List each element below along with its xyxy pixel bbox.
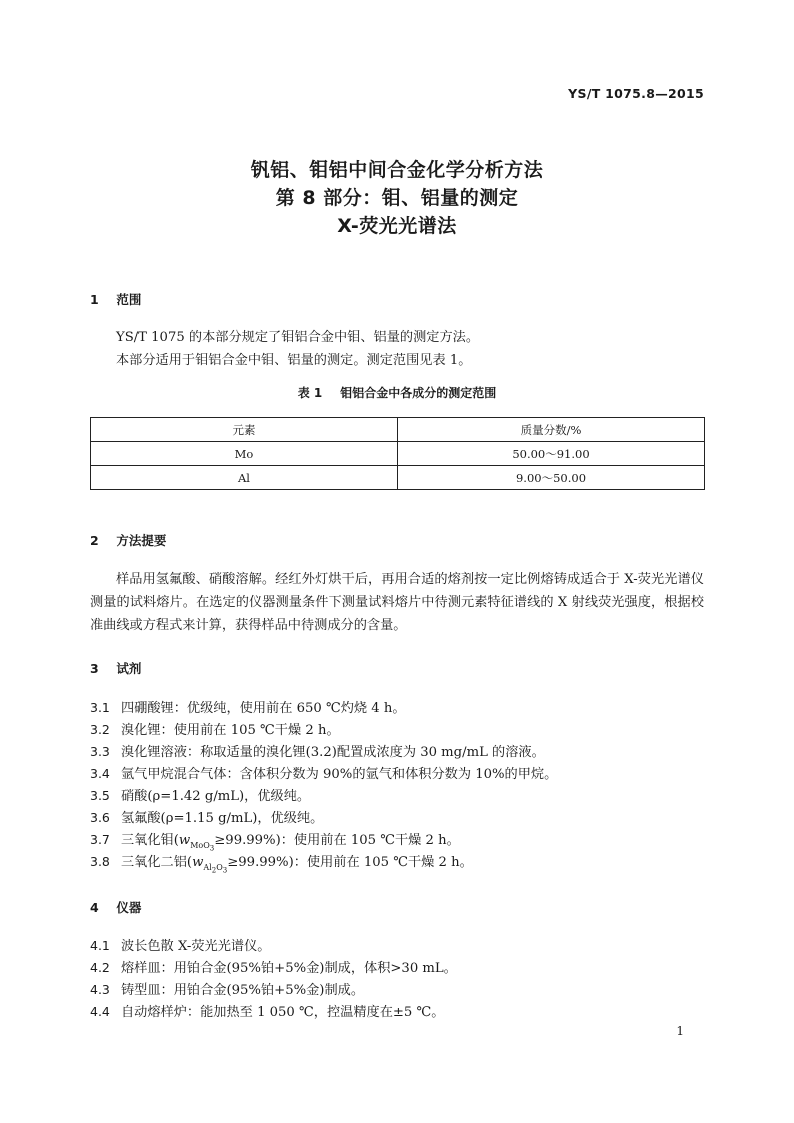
list-item [90,785,710,807]
item-text-before: 三氧化二铝( [121,855,193,870]
table-cell: Al [91,466,398,490]
section-title: 试剂 [116,661,142,676]
formula-subscript: Al2O3 [203,862,228,875]
item-number: 3.5 [90,788,110,803]
page-number: 1 [676,1024,684,1038]
item-number: 4.1 [90,938,110,953]
item-text: 自动熔样炉：能加热至 1 050 ℃，控温精度在±5 ℃。 [121,1005,445,1020]
title-line-1: 钒铝、钼铝中间合金化学分析方法 [250,159,544,181]
list-item [90,851,710,873]
section-title: 仪器 [116,900,142,915]
table-cell: Mo [91,442,398,466]
item-text: 溴化锂：使用前在 105 ℃干燥 2 h。 [121,723,340,738]
item-number: 3.6 [90,810,110,825]
section-number: 4 [90,900,99,915]
table-cell: 9.00～50.00 [398,466,705,490]
item-number: 3.1 [90,700,110,715]
section-3-heading [90,659,141,677]
table-row [91,466,705,490]
section-2-heading [90,531,166,549]
item-text: 氢氟酸(ρ=1.15 g/mL)，优级纯。 [121,811,324,826]
formula-subscript: MoO3 [190,840,215,853]
section-title: 范围 [116,292,142,307]
document-title [0,156,794,240]
apparatus-list [90,935,710,1023]
item-number: 3.3 [90,744,110,759]
list-item [90,957,710,979]
table-header-cell: 元素 [91,418,398,442]
table-row [91,442,705,466]
item-text: 氩气甲烷混合气体：含体积分数为 90%的氩气和体积分数为 10%的甲烷。 [121,767,558,782]
item-number: 3.7 [90,832,110,847]
list-item [90,697,710,719]
list-item [90,807,710,829]
list-item [90,1001,710,1023]
table-header-row [91,418,705,442]
list-item [90,741,710,763]
item-text: 熔样皿：用铂合金(95%铂+5%金)制成，体积>30 mL。 [121,961,457,976]
table-header-cell: 质量分数/% [398,418,705,442]
formula-symbol: w [192,855,204,870]
range-table [90,417,705,490]
section-number: 3 [90,661,99,676]
table-cell: 50.00～91.00 [398,442,705,466]
item-number: 4.2 [90,960,110,975]
title-line-3: X-荧光光谱法 [337,215,457,237]
table-caption-number: 表 1 [297,386,323,400]
section-number: 1 [90,292,99,307]
section-number: 2 [90,533,99,548]
table-caption-title: 钼铝合金中各成分的测定范围 [340,386,497,400]
item-number: 4.4 [90,1004,110,1019]
reagent-list [90,697,710,873]
item-text-before: 三氧化钼( [121,833,179,848]
method-summary-paragraph: 样品用氢氟酸、硝酸溶解。经红外灯烘干后，再用合适的熔剂按一定比例熔铸成适合于 X-荧光光谱仪测量的试料熔片。在选定的仪器测量条件下测量试料熔片中待测元素特征谱线的 X 射线荧光强度，根据校准曲线或方程式来计算，获得样品中待测成分的含量。 [90,572,704,633]
item-text: 四硼酸锂：优级纯，使用前在 650 ℃灼烧 4 h。 [121,701,406,716]
list-item [90,979,710,1001]
section-4-heading [90,898,141,916]
section-title: 方法提要 [116,533,167,548]
item-text-after: ≥99.99%)：使用前在 105 ℃干燥 2 h。 [227,855,473,870]
item-number: 3.4 [90,766,110,781]
table-caption [0,384,794,401]
list-item [90,935,710,957]
item-text: 溴化锂溶液：称取适量的溴化锂(3.2)配置成浓度为 30 mg/mL 的溶液。 [121,745,545,760]
list-item [90,763,710,785]
item-text: 硝酸(ρ=1.42 g/mL)，优级纯。 [121,789,311,804]
item-text: 铸型皿：用铂合金(95%铂+5%金)制成。 [121,983,365,998]
list-item [90,719,710,741]
formula-symbol: w [178,833,191,848]
scope-paragraph-1: YS/T 1075 的本部分规定了钼铝合金中钼、铝量的测定方法。 [116,330,480,345]
item-number: 3.8 [90,854,110,869]
item-text-after: ≥99.99%)：使用前在 105 ℃干燥 2 h。 [214,833,460,848]
scope-paragraph-2: 本部分适用于钼铝合金中钼、铝量的测定。测定范围见表 1。 [116,353,472,368]
title-line-2: 第 8 部分：钼、铝量的测定 [275,187,519,209]
list-item [90,829,710,851]
item-number: 3.2 [90,722,110,737]
standard-code: YS/T 1075.8—2015 [568,86,704,101]
item-text: 波长色散 X-荧光光谱仪。 [121,939,271,954]
item-number: 4.3 [90,982,110,997]
section-1-heading [90,290,141,308]
